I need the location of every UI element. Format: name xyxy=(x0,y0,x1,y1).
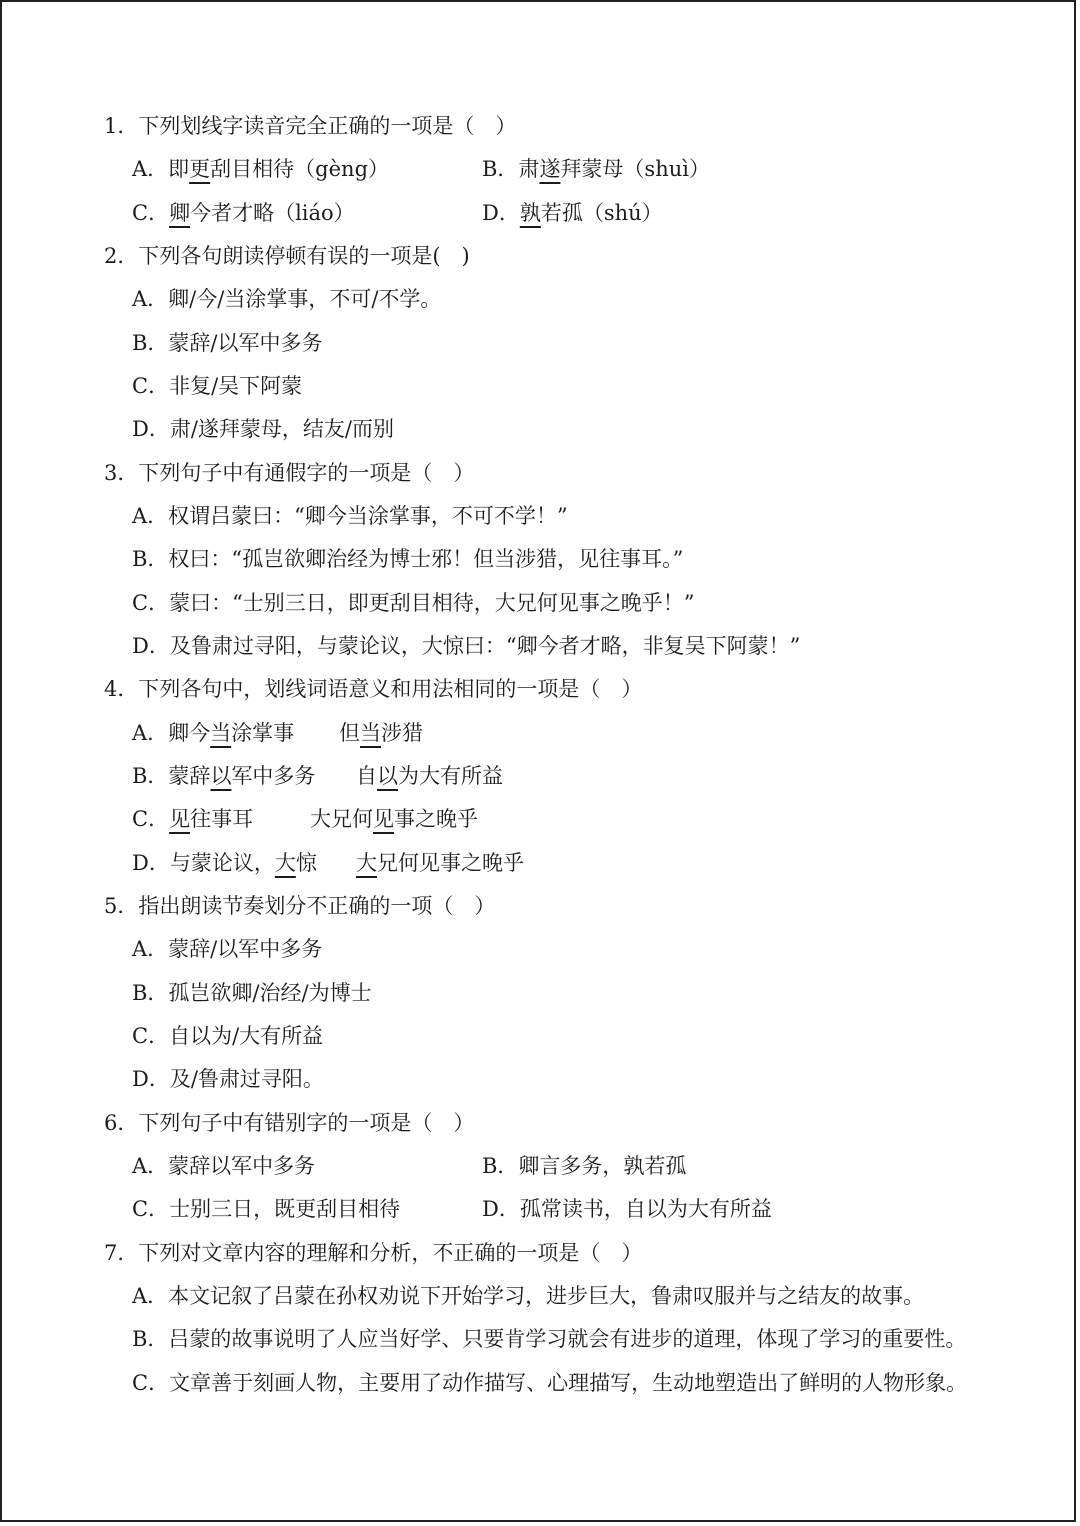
answer-option xyxy=(132,632,800,660)
answer-option xyxy=(132,805,253,833)
answer-option xyxy=(132,1282,924,1310)
underlined-char: 以 xyxy=(377,764,398,788)
text-segment: 事之晚乎 xyxy=(394,807,478,831)
text-segment: C．蒙曰：“士别三日，即更刮目相待，大兄何见事之晚乎！” xyxy=(132,591,695,615)
text-segment: A．权谓吕蒙曰：“卿今当涂掌事，不可不学！” xyxy=(132,504,568,528)
text-segment: 大兄何 xyxy=(310,807,373,831)
text-segment: 刮目相待（gèng） xyxy=(210,157,390,181)
question-stem: 7．下列对文章内容的理解和分析，不正确的一项是（ ） xyxy=(104,1241,643,1265)
comparison-phrase xyxy=(356,762,503,790)
text-segment: A．本文记叙了吕蒙在孙权劝说下开始学习，进步巨大，鲁肃叹服并与之结友的故事。 xyxy=(132,1284,925,1308)
text-segment: A．蒙辞以军中多务 xyxy=(132,1154,316,1178)
answer-option xyxy=(132,979,372,1007)
text-segment: B．蒙辞 xyxy=(132,764,211,788)
text-segment: 拜蒙母（shuì） xyxy=(560,157,710,181)
answer-option xyxy=(132,155,389,183)
question-stem: 1．下列划线字读音完全正确的一项是（ ） xyxy=(104,114,517,138)
text-segment: 往事耳 xyxy=(190,807,254,831)
text-segment: D．与蒙论议， xyxy=(132,851,275,875)
text-segment: 涂掌事 xyxy=(231,721,295,745)
answer-option xyxy=(482,1195,772,1223)
text-segment: 若孤（shú） xyxy=(540,201,663,225)
text-segment: 涉猎 xyxy=(381,721,423,745)
answer-option xyxy=(132,285,441,313)
text-segment: 自 xyxy=(356,764,377,788)
comparison-phrase xyxy=(310,805,478,833)
underlined-char: 见 xyxy=(373,807,394,831)
text-segment: C．文章善于刻画人物，主要用了动作描写、心理描写，生动地塑造出了鲜明的人物形象。 xyxy=(132,1371,968,1395)
underlined-char: 大 xyxy=(274,851,296,875)
text-segment: A．蒙辞/以军中多务 xyxy=(132,937,323,961)
answer-option xyxy=(132,589,695,617)
answer-option xyxy=(132,1369,967,1397)
underlined-char: 遂 xyxy=(539,157,561,181)
text-segment: D．及鲁肃过寻阳，与蒙论议，大惊曰：“卿今者才略，非复吴下阿蒙！” xyxy=(132,634,801,658)
answer-option xyxy=(132,329,323,357)
text-segment: D． xyxy=(482,201,520,225)
underlined-char: 见 xyxy=(169,807,191,831)
text-segment: C．士别三日，既更刮目相待 xyxy=(132,1197,401,1221)
text-segment: 兄何见事之晚乎 xyxy=(377,851,524,875)
text-segment: B．吕蒙的故事说明了人应当好学、只要肯学习就会有进步的道理，体现了学习的重要性。 xyxy=(132,1327,967,1351)
underlined-char: 孰 xyxy=(519,201,541,225)
text-segment: D．肃/遂拜蒙母，结友/而别 xyxy=(132,417,394,441)
answer-option xyxy=(132,199,355,227)
text-segment: A．卿/今/当涂掌事，不可/不学。 xyxy=(132,287,442,311)
text-segment: B．孤岂欲卿/治经/为博士 xyxy=(132,981,372,1005)
answer-option xyxy=(132,415,394,443)
answer-option xyxy=(132,719,294,747)
text-segment: C． xyxy=(132,807,170,831)
text-segment: B．权曰：“孤岂欲卿治经为博士邪！但当涉猎，见往事耳。” xyxy=(132,547,684,571)
text-segment: 军中多务 xyxy=(231,764,316,788)
comparison-phrase xyxy=(339,719,423,747)
text-segment: C．非复/吴下阿蒙 xyxy=(132,374,303,398)
text-segment: 惊 xyxy=(295,851,317,875)
text-segment: 但 xyxy=(339,721,360,745)
answer-option xyxy=(132,1022,323,1050)
text-segment: B．卿言多务，孰若孤 xyxy=(482,1154,687,1178)
question-stem: 5．指出朗读节奏划分不正确的一项（ ） xyxy=(104,894,496,918)
underlined-char: 当 xyxy=(360,721,381,745)
answer-option xyxy=(482,1152,686,1180)
text-segment: C． xyxy=(132,201,170,225)
text-segment: 为大有所益 xyxy=(398,764,503,788)
answer-option xyxy=(482,155,710,183)
answer-option xyxy=(482,199,663,227)
underlined-char: 当 xyxy=(210,721,232,745)
answer-option xyxy=(132,1152,315,1180)
text-segment: B．蒙辞/以军中多务 xyxy=(132,331,323,355)
underlined-char: 更 xyxy=(189,157,211,181)
answer-option xyxy=(132,1065,324,1093)
underlined-char: 大 xyxy=(356,851,377,875)
comparison-phrase xyxy=(356,849,524,877)
answer-option xyxy=(132,372,302,400)
answer-option xyxy=(132,935,322,963)
text-segment: A．卿今 xyxy=(132,721,211,745)
question-stem: 3．下列句子中有通假字的一项是（ ） xyxy=(104,461,475,485)
text-segment: C．自以为/大有所益 xyxy=(132,1024,324,1048)
answer-option xyxy=(132,1325,966,1353)
text-segment: D．及/鲁肃过寻阳。 xyxy=(132,1067,324,1091)
question-stem: 4．下列各句中，划线词语意义和用法相同的一项是（ ） xyxy=(104,677,643,701)
question-stem: 6．下列句子中有错别字的一项是（ ） xyxy=(104,1111,475,1135)
underlined-char: 以 xyxy=(210,764,232,788)
text-segment: D．孤常读书，自以为大有所益 xyxy=(482,1197,772,1221)
answer-option xyxy=(132,545,683,573)
answer-option xyxy=(132,849,317,877)
text-segment: A．即 xyxy=(132,157,190,181)
answer-option xyxy=(132,1195,400,1223)
text-segment: 今者才略（liáo） xyxy=(190,201,355,225)
underlined-char: 卿 xyxy=(169,201,191,225)
answer-option xyxy=(132,502,568,530)
text-segment: B．肃 xyxy=(482,157,540,181)
answer-option xyxy=(132,762,315,790)
question-stem: 2．下列各句朗读停顿有误的一项是( ) xyxy=(104,244,470,268)
